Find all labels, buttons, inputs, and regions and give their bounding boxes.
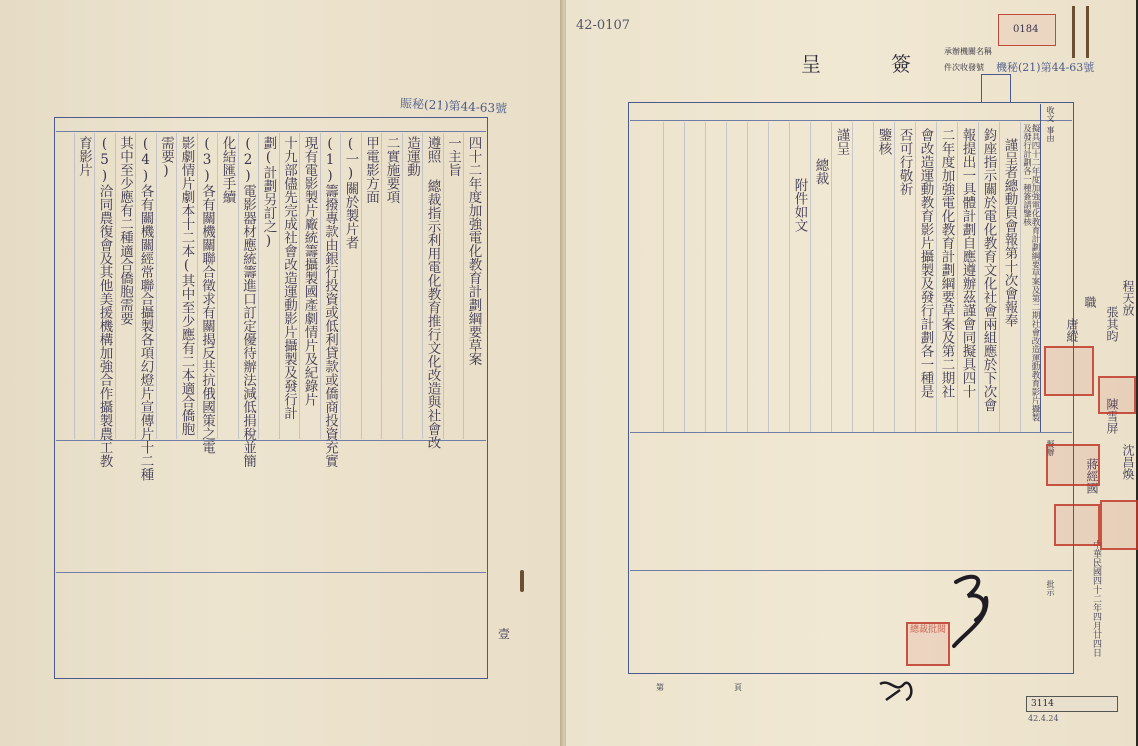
right-column-rule — [873, 122, 874, 432]
signer-name: 張其昀 — [1105, 306, 1119, 342]
right-body-column: 鈞座指示關於電化教育文化社會兩組應於下次會 — [980, 128, 997, 412]
left-text-column: (4)各有關機關經常聯合攝製各項幻燈片宣傳片十二種 — [137, 136, 154, 481]
title-char-1: 呈 — [801, 52, 823, 76]
signer-name: 程天放 — [1121, 280, 1135, 316]
left-text-column: (5)洽同農復會及其他美援機構加強合作攝製農工教 — [96, 136, 113, 468]
left-text-column: (1)籌撥專款由銀行投資或低利貸款或僑商投資充實 — [322, 136, 338, 468]
right-body-column: 會改造運動教育影片攝製及發行計劃各一種是 — [917, 128, 934, 398]
left-text-column: 十九部儘先完成社會改造運動影片攝製及發行計 — [281, 136, 297, 420]
label-approve: 擬辦 — [1046, 440, 1055, 456]
left-column-rule — [238, 133, 239, 439]
scribble-mark-icon — [876, 676, 920, 706]
right-ref-number: 機秘(21)第44-63號 — [996, 61, 1095, 74]
left-column-rule — [361, 133, 362, 439]
right-column-rule — [684, 122, 685, 432]
left-text-column: 育影片 — [76, 136, 92, 177]
left-text-column: 一主旨 — [445, 136, 461, 177]
subject-column-rule — [1040, 104, 1041, 432]
left-column-rule — [463, 133, 464, 439]
right-document-page — [566, 0, 1136, 746]
archive-date: 42.4.24 — [1028, 714, 1059, 723]
left-text-column: 造運動 — [404, 136, 420, 177]
left-text-column: 遵照 總裁指示利用電化教育推行文化改造與社會改 — [424, 136, 441, 449]
signer-name: 陳雪屏 — [1105, 398, 1119, 434]
frame-tab — [981, 74, 1011, 103]
right-column-rule — [936, 122, 937, 432]
right-column-rule — [705, 122, 706, 432]
official-seal-3 — [1046, 444, 1100, 486]
label-receive: 收文 — [1046, 106, 1055, 122]
left-text-column: (一)關於製片者 — [342, 136, 359, 249]
receipt-stamp: 0184 — [998, 14, 1056, 46]
binding-pin-left — [520, 570, 524, 592]
signer-name: 蔣經國 — [1085, 458, 1099, 494]
left-column-rule — [320, 133, 321, 439]
left-text-column: 甲電影方面 — [363, 136, 379, 204]
left-column-rule — [402, 133, 403, 439]
left-text-column: 化結匯手續 — [219, 136, 236, 204]
right-body-column: 鑒核 — [875, 128, 892, 155]
right-body-column: 謹呈者總動員會報第十次會報奉 — [1001, 138, 1018, 327]
right-column-rule — [957, 122, 958, 432]
left-column-rule — [156, 133, 157, 439]
archive-stamp: 3114 — [1026, 696, 1118, 712]
left-column-rule — [94, 133, 95, 439]
right-column-rule — [915, 122, 916, 432]
left-column-rule — [340, 133, 341, 439]
header-line-2: 件次收發號 — [944, 63, 984, 72]
left-ref-number: 賑秘(21)第44-63號 — [399, 96, 508, 116]
right-column-rule — [726, 122, 727, 432]
left-text-column: 二實施要項 — [383, 136, 400, 204]
footer-page-unit: 頁 — [734, 683, 742, 692]
right-column-rule — [768, 122, 769, 432]
signer-name: 唐縱 — [1065, 318, 1079, 342]
file-handwritten-number: 42-0107 — [576, 18, 631, 33]
left-column-rule — [74, 133, 75, 439]
right-body-column: 二年度加強電化教育計劃綱要草案及第二期社 — [938, 128, 955, 398]
left-column-rule — [258, 133, 259, 439]
label-instruct: 批示 — [1046, 580, 1055, 596]
left-text-column: (2)電影器材應統籌進口訂定優待辦法減低捐稅並簡 — [240, 136, 256, 468]
signer-name: 沈昌煥 — [1121, 444, 1135, 480]
left-page-mark: 壹 — [498, 627, 511, 641]
left-text-column: 劃(計劃另訂之) — [260, 136, 277, 249]
right-body-column: 總裁 — [812, 158, 829, 185]
right-body-column: 否可行敬祈 — [896, 128, 913, 196]
official-seal-5 — [1100, 500, 1138, 550]
left-column-rule — [279, 133, 280, 439]
right-column-rule — [810, 122, 811, 432]
left-column-rule — [299, 133, 300, 439]
binding-clip-1 — [1072, 6, 1075, 58]
left-text-column: 其中至少應有二種適合僑胞需要 — [117, 136, 133, 325]
left-text-column: 現有電影製片廠統籌攝製國產劇情片及紀錄片 — [301, 136, 318, 406]
right-divider-top — [630, 120, 1072, 121]
left-text-column: 影劇情片劇本十二本(其中至少應有二本適合僑胞 — [178, 136, 195, 436]
approval-seal: 總裁批閱 — [906, 622, 950, 666]
left-text-column: 四十二年度加強電化教育計劃綱要草案 — [465, 136, 482, 366]
official-seal-1 — [1044, 346, 1094, 396]
subject-text: 擬具四十二年度加強電化教育計劃綱要草案及第二期社會改造運動教育影片攝製及發行計劃各一種簽請鑒核 — [1021, 124, 1040, 422]
left-column-rule — [135, 133, 136, 439]
right-column-rule — [747, 122, 748, 432]
binding-clip-2 — [1086, 6, 1089, 58]
left-column-rule — [217, 133, 218, 439]
left-column-rule — [197, 133, 198, 439]
left-divider-top — [56, 131, 486, 132]
label-subject: 事由 — [1046, 126, 1055, 142]
left-divider-low — [56, 572, 486, 573]
signer-name: 職 — [1083, 296, 1097, 308]
handwritten-signature-icon — [946, 570, 1006, 650]
left-divider-mid — [56, 440, 486, 441]
title-char-2: 簽 — [891, 52, 911, 76]
left-column-rule — [381, 133, 382, 439]
right-column-rule — [831, 122, 832, 432]
official-seal-2 — [1098, 376, 1136, 414]
right-column-rule — [999, 122, 1000, 432]
official-seal-4 — [1054, 504, 1100, 546]
right-body-column: 謹呈 — [833, 128, 850, 155]
right-column-rule — [852, 122, 853, 432]
right-column-rule — [894, 122, 895, 432]
header-line-1: 承辦機關名稱 — [944, 47, 992, 56]
right-column-rule — [978, 122, 979, 432]
document-date: 中華民國四十二年四月廿四日 — [1091, 540, 1101, 657]
right-column-rule — [789, 122, 790, 432]
left-text-column: 需要) — [158, 136, 174, 179]
left-column-rule — [443, 133, 444, 439]
footer-page-label: 第 — [656, 683, 664, 692]
right-column-rule — [1020, 122, 1021, 432]
left-document-page — [0, 0, 562, 746]
right-column-rule — [663, 122, 664, 432]
left-column-rule — [422, 133, 423, 439]
right-body-column: 附件如文 — [791, 178, 808, 232]
left-column-rule — [115, 133, 116, 439]
right-body-column: 報提出一具體計劃自應遵辦茲謹會同擬具四十 — [959, 128, 976, 398]
left-text-column: (3)各有關機關聯合徵求有關揭反共抗俄國策之電 — [199, 136, 215, 454]
left-column-rule — [176, 133, 177, 439]
